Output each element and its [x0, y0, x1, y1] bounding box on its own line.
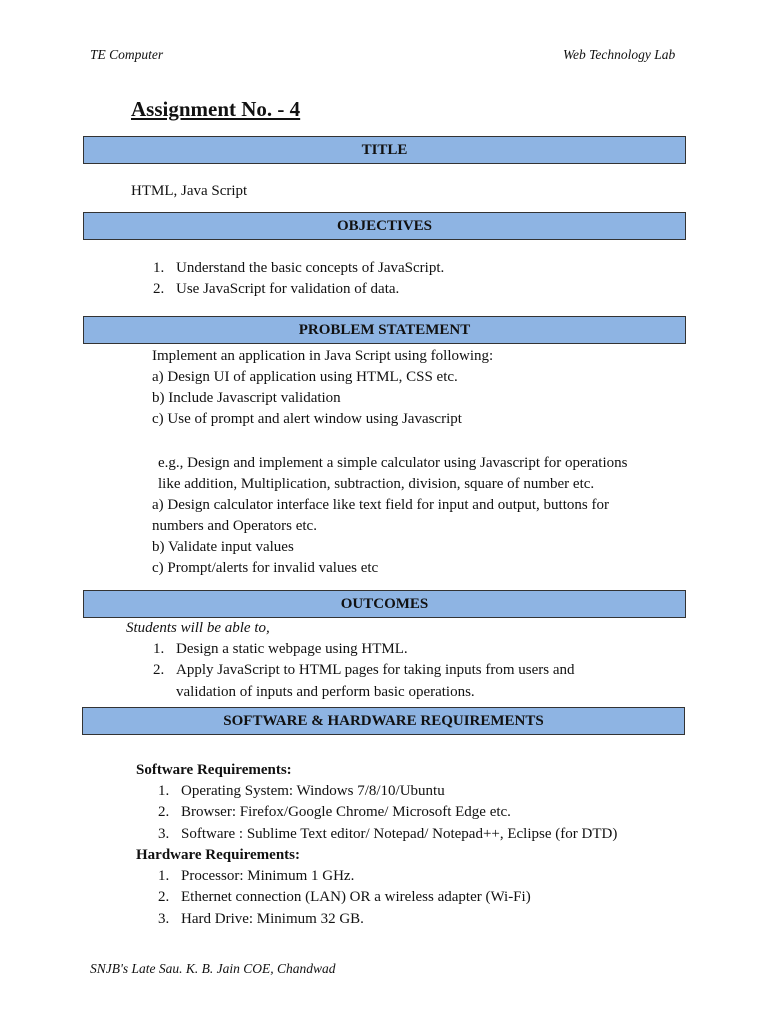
problem-example-points — [152, 495, 609, 579]
section-heading-problem: PROBLEM STATEMENT — [83, 316, 686, 344]
problem-line: a) Design UI of application using HTML, CSS etc. — [152, 369, 458, 385]
list-item: 2. Apply JavaScript to HTML pages for taking inputs from users and — [153, 662, 575, 679]
outcomes-intro: Students will be able to, — [126, 620, 270, 636]
hardware-requirements-list — [158, 866, 531, 930]
list-item: 1. Operating System: Windows 7/8/10/Ubuntu — [158, 783, 445, 799]
list-item: 2. Browser: Firefox/Google Chrome/ Microsoft Edge etc. — [158, 804, 511, 821]
example-point: a) Design calculator interface like text field for input and output, buttons for — [152, 497, 609, 513]
problem-line: Implement an application in Java Script using following: — [152, 348, 494, 364]
example-point: b) Validate input values — [152, 539, 294, 555]
example-line: e.g., Design and implement a simple calculator using Javascript for operations — [158, 455, 628, 471]
example-point: c) Prompt/alerts for invalid values etc — [152, 560, 379, 576]
section-heading-title: TITLE — [83, 136, 686, 164]
list-item: 3. Software : Sublime Text editor/ Notepad/ Notepad++, Eclipse (for DTD) — [158, 825, 618, 842]
list-item: 1. Processor: Minimum 1 GHz. — [158, 868, 355, 884]
header-left: TE Computer — [90, 47, 164, 62]
section-heading-objectives: OBJECTIVES — [83, 212, 686, 240]
software-requirements-list — [158, 781, 618, 845]
list-item-continuation: validation of inputs and perform basic operations. — [176, 683, 475, 700]
title-text: HTML, Java Script — [131, 183, 248, 199]
outcomes-list — [153, 639, 575, 703]
example-point: numbers and Operators etc. — [152, 518, 317, 534]
header-right: Web Technology Lab — [563, 47, 676, 62]
hardware-requirements-label: Hardware Requirements: — [136, 847, 301, 863]
list-item: 2. Ethernet connection (LAN) OR a wireless adapter (Wi-Fi) — [158, 889, 531, 906]
assignment-title: Assignment No. - 4 — [131, 97, 301, 121]
list-item: 1. Understand the basic concepts of JavaScript. — [153, 260, 445, 276]
problem-example — [158, 453, 627, 495]
section-heading-requirements: SOFTWARE & HARDWARE REQUIREMENTS — [82, 707, 685, 735]
problem-line: b) Include Javascript validation — [152, 390, 341, 406]
objectives-list — [153, 258, 445, 301]
section-heading-outcomes: OUTCOMES — [83, 590, 686, 618]
problem-lines — [152, 346, 493, 430]
list-item: 1. Design a static webpage using HTML. — [153, 641, 408, 657]
problem-line: c) Use of prompt and alert window using Javascript — [152, 411, 462, 427]
software-requirements-label: Software Requirements: — [136, 762, 292, 778]
example-line: like addition, Multiplication, subtraction, division, square of number etc. — [158, 476, 595, 492]
footer-text: SNJB's Late Sau. K. B. Jain COE, Chandwad — [90, 961, 336, 976]
list-item: 2. Use JavaScript for validation of data. — [153, 281, 400, 298]
list-item: 3. Hard Drive: Minimum 32 GB. — [158, 910, 364, 927]
